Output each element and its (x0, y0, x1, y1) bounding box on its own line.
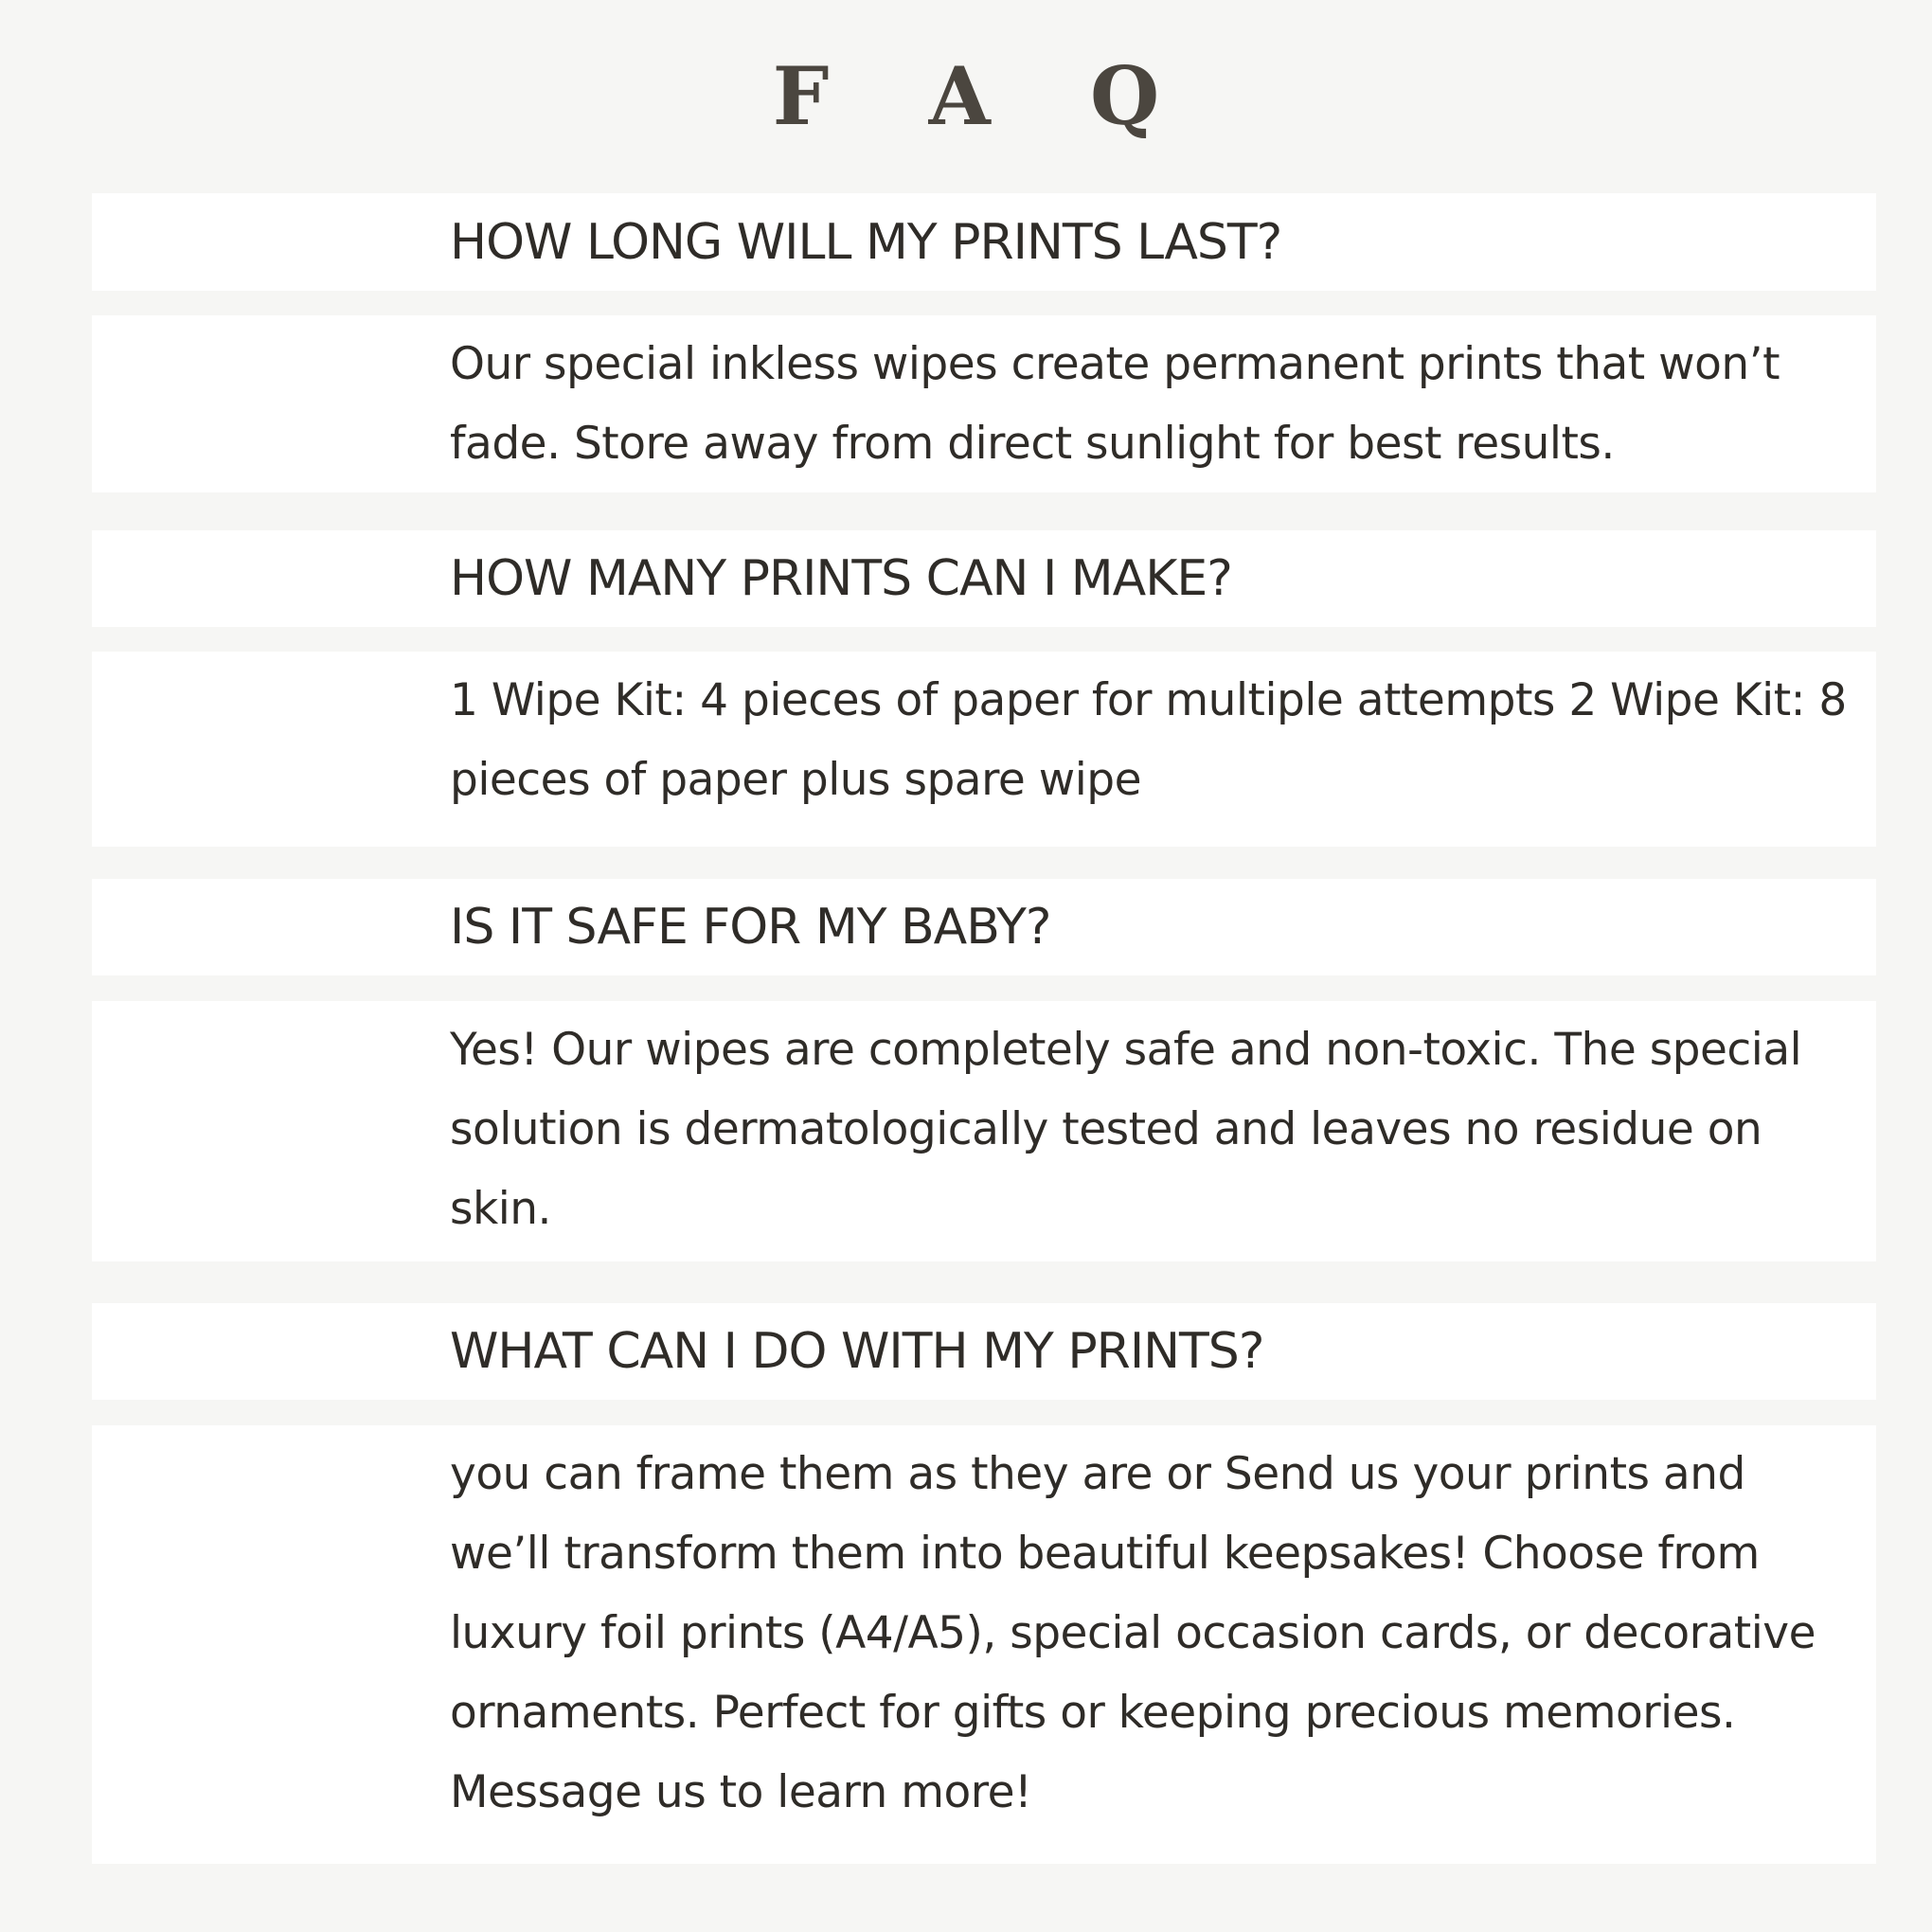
page-title: F A Q (772, 49, 1196, 143)
faq-answer-row (92, 315, 1876, 492)
question-text: WHAT CAN I DO WITH MY PRINTS? (92, 1303, 1876, 1400)
answer-text: 1 Wipe Kit: 4 pieces of paper for multiple attempts 2 Wipe Kit: 8 pieces of paper plus spare wipe (92, 652, 1876, 847)
faq-question-row (92, 879, 1876, 975)
question-text: HOW MANY PRINTS CAN I MAKE? (92, 530, 1876, 627)
faq-answer-row (92, 1425, 1876, 1864)
question-text: HOW LONG WILL MY PRINTS LAST? (92, 193, 1876, 291)
faq-question-row (92, 1303, 1876, 1400)
faq-answer-row (92, 1001, 1876, 1261)
faq-question-row (92, 530, 1876, 627)
question-text: IS IT SAFE FOR MY BABY? (92, 879, 1876, 975)
answer-text: Yes! Our wipes are completely safe and non-toxic. The special solution is dermatologically tested and leaves no residue on skin. (92, 1001, 1876, 1261)
answer-text: Our special inkless wipes create permanent prints that won’t fade. Store away from direct sunlight for best results. (92, 315, 1876, 492)
answer-text: you can frame them as they are or Send us your prints and we’ll transform them into beautiful keepsakes! Choose from luxury foil prints (A4/A5), special occasion cards, or decorative ornaments. Perfect for gifts or keeping precious memories. Message us to learn more! (92, 1425, 1876, 1864)
faq-answer-row (92, 652, 1876, 847)
faq-question-row (92, 193, 1876, 291)
